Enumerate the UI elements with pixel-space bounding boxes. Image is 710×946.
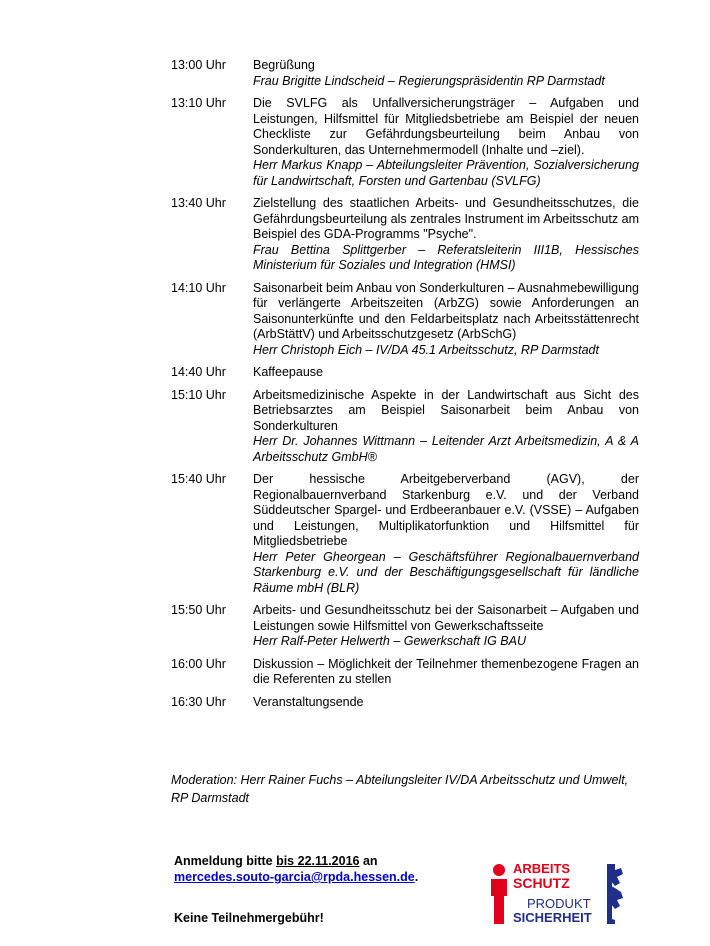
agenda-time: 13:10 Uhr — [171, 96, 226, 110]
no-fee-note: Keine Teilnehmergebühr! — [174, 911, 324, 925]
agenda-description: Die SVLFG als Unfallversicherungsträger – Aufgaben und Leistungen, Hilfsmittel für Mitgliedsbetriebe am Beispiel der neuen Checkliste zur Gefährdungsbeurteilung beim Anbau von Sonderkulturen, das Unternehmermodell (Inhalte und –ziel). — [253, 96, 639, 157]
agenda-row — [171, 657, 641, 688]
agenda-description: Saisonarbeit beim Anbau von Sonderkulturen – Ausnahmebewilligung für verlängerte Arbeitszeiten (ArbZG) sowie Anforderungen an Saisonunterkünfte und den Feldarbeitsplatz nach Arbeitsstättenrecht (ArbStättV) und Arbeitsschutzgesetz (ArbSchG) — [253, 280, 639, 341]
agenda-time: 16:30 Uhr — [171, 694, 226, 709]
agenda-description: Kaffeepause — [253, 365, 323, 379]
agenda-row — [171, 603, 641, 650]
agenda-speaker: Frau Brigitte Lindscheid – Regierungspräsidentin RP Darmstadt — [253, 73, 605, 88]
agenda-time: 14:10 Uhr — [171, 280, 226, 295]
agenda-speaker: Herr Dr. Johannes Wittmann – Leitender Arzt Arbeitsmedizin, A & A Arbeitsschutz GmbH® — [253, 434, 639, 464]
arbeitsschutz-logo — [487, 858, 647, 928]
registration-deadline: bis 22.11.2016 — [276, 854, 360, 868]
agenda-speaker: Frau Bettina Splittgerber – Referatsleiterin III1B, Hessisches Ministerium für Soziales und Integration (HMSI) — [253, 242, 639, 272]
agenda-description: Arbeitsmedizinische Aspekte in der Landwirtschaft aus Sicht des Betriebsarztes am Beispiel Saisonarbeit beim Anbau von Sonderkulturen — [253, 387, 639, 433]
agenda-speaker: Herr Ralf-Peter Helwerth – Gewerkschaft IG BAU — [253, 634, 526, 648]
registration-prefix: Anmeldung bitte — [174, 854, 277, 868]
logo-text-schutz: SCHUTZ — [513, 875, 570, 891]
logo-person-body — [491, 879, 507, 896]
agenda-row — [171, 196, 641, 274]
agenda-time: 15:10 Uhr — [171, 387, 226, 402]
logo-person-head — [493, 864, 505, 876]
agenda-content — [253, 388, 639, 466]
logo-text-produkt: PRODUKT — [527, 896, 591, 911]
agenda-content — [253, 58, 639, 89]
agenda-content — [253, 196, 639, 274]
agenda-content — [253, 603, 639, 650]
agenda-time: 15:40 Uhr — [171, 472, 226, 486]
agenda-speaker: Herr Christoph Eich – IV/DA 45.1 Arbeitsschutz, RP Darmstadt — [253, 342, 599, 357]
agenda-time: 14:40 Uhr — [171, 365, 226, 379]
agenda-row — [171, 96, 641, 189]
logo-text-sicherheit: SICHERHEIT — [513, 910, 592, 925]
email-suffix: . — [414, 870, 419, 884]
agenda-time: 15:50 Uhr — [171, 603, 226, 617]
agenda-row — [171, 388, 641, 466]
logo-person-legs — [494, 895, 504, 924]
logo-gear-icon — [607, 864, 623, 924]
agenda-content — [253, 695, 639, 711]
agenda-content — [253, 472, 639, 596]
agenda-time: 13:00 Uhr — [171, 58, 226, 72]
agenda-description: Der hessische Arbeitgeberverband (AGV), der Regionalbauernverband Starkenburg e.V. und der Verband Süddeutscher Spargel- und Erdbeeranbauer e.V. (VSSE) – Aufgaben und Leistungen, Multiplikatorfunktion und Hilfsmittel für Mitgliedsbetriebe — [253, 472, 639, 548]
agenda-row — [171, 365, 641, 381]
agenda-row — [171, 695, 641, 711]
agenda-time: 13:40 Uhr — [171, 196, 226, 210]
agenda-description: Begrüßung — [253, 58, 315, 72]
agenda-row — [171, 472, 641, 596]
agenda-description: Zielstellung des staatlichen Arbeits- und Gesundheitsschutzes, die Gefährdungsbeurteilung als zentrales Instrument im Arbeitsschutz am Beispiel des GDA-Programms "Psyche". — [253, 196, 639, 241]
agenda-row — [171, 58, 641, 89]
registration-email-link[interactable]: mercedes.souto-garcia@rpda.hessen.de — [174, 870, 415, 884]
registration-suffix: an — [359, 854, 378, 868]
registration-info — [174, 853, 418, 885]
agenda-description: Veranstaltungsende — [253, 694, 364, 709]
logo-text-arbeits: ARBEITS — [513, 861, 571, 876]
agenda-row — [171, 281, 641, 359]
agenda — [171, 58, 641, 717]
agenda-speaker: Herr Markus Knapp – Abteilungsleiter Prävention, Sozialversicherung für Landwirtschaft, Forsten und Gartenbau (SVLFG) — [253, 158, 639, 188]
agenda-speaker: Herr Peter Gheorgean – Geschäftsführer Regionalbauernverband Starkenburg e.V. und der Beschäftigungsgesellschaft für ländliche Räume mbH (BLR) — [253, 549, 639, 595]
agenda-content — [253, 365, 639, 381]
agenda-time: 16:00 Uhr — [171, 656, 226, 671]
agenda-content — [253, 96, 639, 189]
agenda-description: Diskussion – Möglichkeit der Teilnehmer themenbezogene Fragen an die Referenten zu stellen — [253, 656, 639, 686]
moderation-note: Moderation: Herr Rainer Fuchs – Abteilungsleiter IV/DA Arbeitsschutz und Umwelt, RP Darmstadt — [171, 773, 629, 805]
agenda-content — [253, 281, 639, 359]
agenda-description: Arbeits- und Gesundheitsschutz bei der Saisonarbeit – Aufgaben und Leistungen sowie Hilfsmittel von Gewerkschaftsseite — [253, 603, 639, 633]
agenda-content — [253, 657, 639, 688]
